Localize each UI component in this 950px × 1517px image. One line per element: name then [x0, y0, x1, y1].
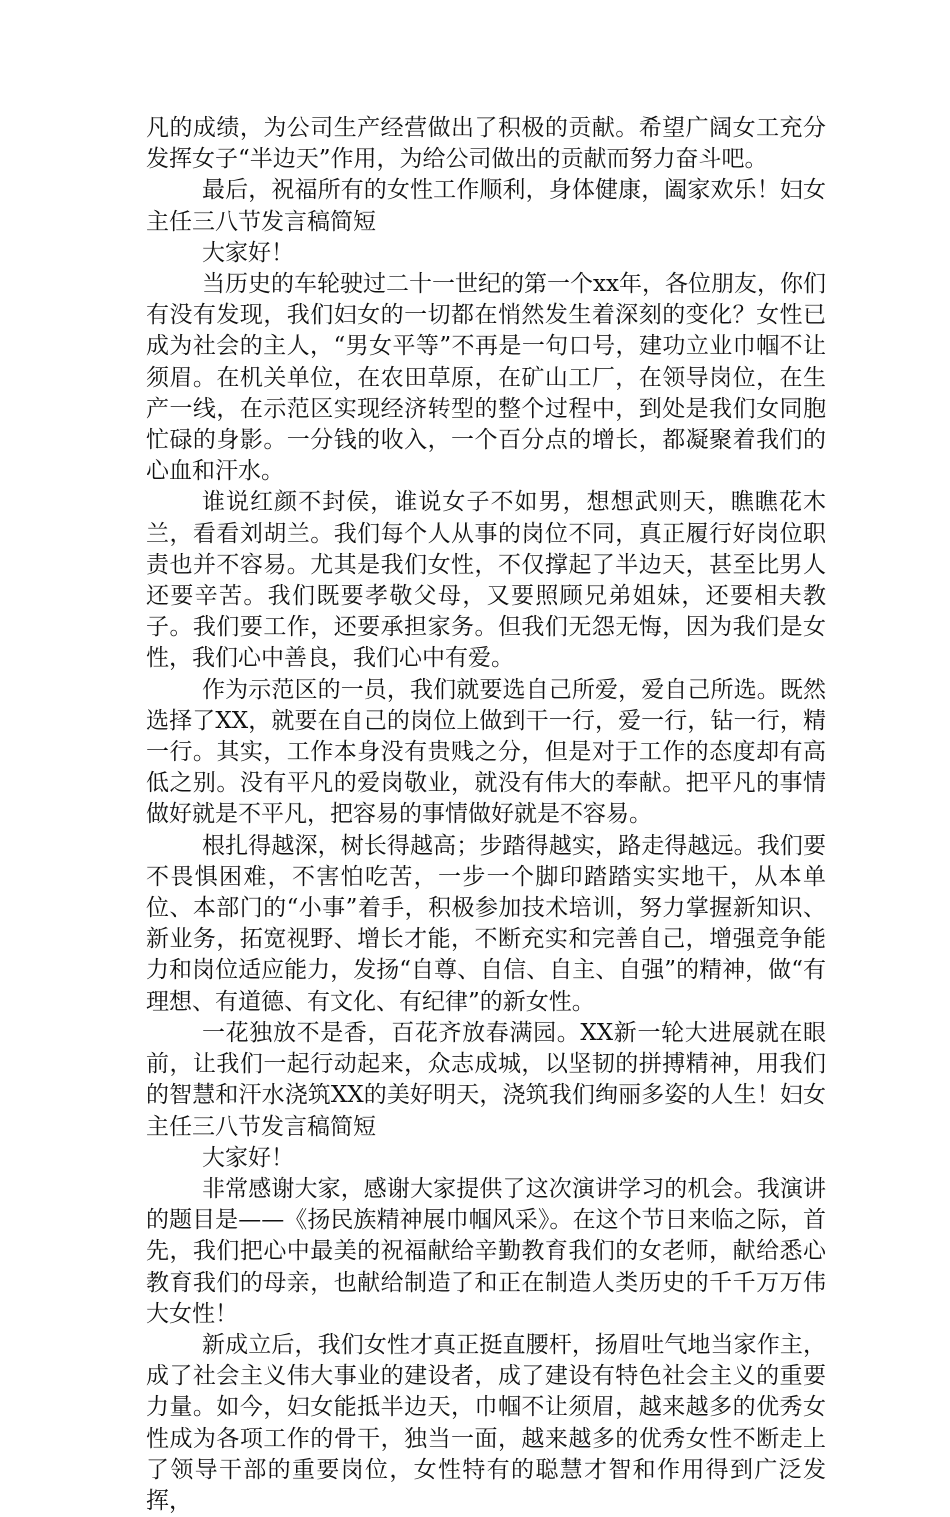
paragraph: 作为示范区的一员，我们就要选自己所爱，爱自己所选。既然选择了XX，就要在自己的岗位上做到干一行，爱一行，钻一行，精一行。其实，工作本身没有贵贱之分，但是对于工作的态度却有高低之别。没有平凡的爱岗敬业，就没有伟大的奉献。把平凡的事情做好就是不平凡，把容易的事情做好就是不容易。: [146, 676, 826, 828]
paragraph: 最后，祝福所有的女性工作顺利，身体健康，阖家欢乐！妇女主任三八节发言稿简短: [146, 177, 826, 235]
paragraph: 当历史的车轮驶过二十一世纪的第一个xx年，各位朋友，你们有没有发现，我们妇女的一切都在悄然发生着深刻的变化？女性已成为社会的主人，“男女平等”不再是一句口号，建功立业巾帼不让须眉。在机关单位，在农田草原，在矿山工厂，在领导岗位，在生产一线，在示范区实现经济转型的整个过程中，到处是我们女同胞忙碌的身影。一分钱的收入，一个百分点的增长，都凝聚着我们的心血和汗水。: [146, 271, 826, 485]
paragraph: 一花独放不是香，百花齐放春满园。XX新一轮大进展就在眼前，让我们一起行动起来，众志成城，以坚韧的拼搏精神，用我们的智慧和汗水浇筑XX的美好明天，浇筑我们绚丽多姿的人生！妇女主任三八节发言稿简短: [146, 1019, 826, 1140]
paragraph: 根扎得越深，树长得越高；步踏得越实，路走得越远。我们要不畏惧困难，不害怕吃苦，一步一个脚印踏踏实实地干，从本单位、本部门的“小事”着手，积极参加技术培训，努力掌握新知识、新业务，拓宽视野、增长才能，不断充实和完善自己，增强竞争能力和岗位适应能力，发扬“自尊、自信、自主、自强”的精神，做“有理想、有道德、有文化、有纪律”的新女性。: [146, 832, 826, 1015]
paragraph: 大家好！: [202, 239, 294, 266]
paragraph: 谁说红颜不封侯，谁说女子不如男，想想武则天，瞧瞧花木兰，看看刘胡兰。我们每个人从事的岗位不同，真正履行好岗位职责也并不容易。尤其是我们女性，不仅撑起了半边天，甚至比男人还要辛苦。我们既要孝敬父母，又要照顾兄弟姐妹，还要相夫教子。我们要工作，还要承担家务。但我们无怨无悔，因为我们是女性，我们心中善良，我们心中有爱。: [146, 489, 826, 672]
paragraph: 大家好！: [202, 1144, 294, 1171]
paragraph: 非常感谢大家，感谢大家提供了这次演讲学习的机会。我演讲的题目是——《扬民族精神展巾帼风采》。在这个节日来临之际，首先，我们把心中最美的祝福献给辛勤教育我们的女老师，献给悉心教育我们的母亲，也献给制造了和正在制造人类历史的千千万万伟大女性！: [146, 1175, 826, 1327]
paragraph: 新成立后，我们女性才真正挺直腰杆，扬眉吐气地当家作主，成了社会主义伟大事业的建设者，成了建设有特色社会主义的重要力量。如今，妇女能抵半边天，巾帼不让须眉，越来越多的优秀女性成为各项工作的骨干，独当一面，越来越多的优秀女性不断走上了领导干部的重要岗位，女性特有的聪慧才智和作用得到广泛发挥，: [146, 1331, 826, 1514]
document-page: [146, 113, 826, 1517]
paragraph: 凡的成绩，为公司生产经营做出了积极的贡献。希望广阔女工充分发挥女子“半边天”作用，为给公司做出的贡献而努力奋斗吧。: [146, 115, 826, 173]
